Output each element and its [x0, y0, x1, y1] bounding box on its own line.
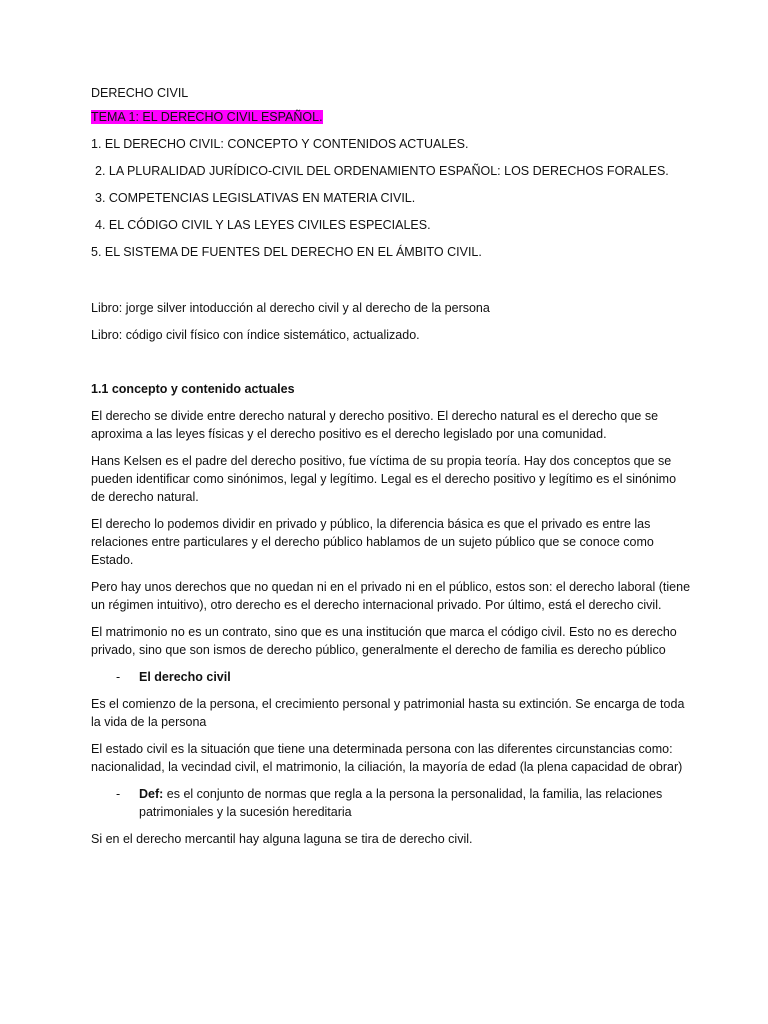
topic-item: 3. COMPETENCIAS LEGISLATIVAS EN MATERIA CIVIL. — [95, 191, 416, 205]
paragraph: El matrimonio no es un contrato, sino que es una institución que marca el código civil. Esto no es derecho privado, sino que son ismos de derecho público, generalmente el derecho de familia es derecho público — [91, 625, 677, 657]
document-page — [91, 84, 691, 857]
reference-item: Libro: jorge silver intoducción al derecho civil y al derecho de la persona — [91, 301, 490, 315]
topic-item: 2. LA PLURALIDAD JURÍDICO-CIVIL DEL ORDENAMIENTO ESPAÑOL: LOS DERECHOS FORALES. — [95, 164, 669, 178]
closing-paragraph: Si en el derecho mercantil hay alguna laguna se tira de derecho civil. — [91, 832, 473, 846]
bullet-item — [91, 785, 691, 821]
topic-item: 1. EL DERECHO CIVIL: CONCEPTO Y CONTENIDOS ACTUALES. — [91, 137, 469, 151]
section-heading: 1.1 concepto y contenido actuales — [91, 382, 295, 396]
bullet-text: El derecho civil — [139, 670, 231, 684]
topic-title — [91, 108, 691, 126]
paragraph: El derecho lo podemos dividir en privado y público, la diferencia básica es que el privado es entre las relaciones entre particulares y el derecho público hablamos de un sujeto público que se conoce como Estado. — [91, 517, 654, 567]
topic-item: 4. EL CÓDIGO CIVIL Y LAS LEYES CIVILES ESPECIALES. — [95, 218, 431, 232]
paragraph: Hans Kelsen es el padre del derecho positivo, fue víctima de su propia teoría. Hay dos conceptos que se pueden identificar como sinónimos, legal y legítimo. Legal es el derecho positivo y legítimo es el sinónimo de derecho natural. — [91, 454, 677, 504]
bullet-dash: - — [116, 787, 121, 801]
paragraph: El estado civil es la situación que tiene una determinada persona con las diferentes circunstancias como: nacionalidad, la vecindad civil, el matrimonio, la ciliación, la mayoría de edad (la plena capacidad de obrar) — [91, 742, 683, 774]
bullet-body — [139, 785, 691, 821]
book-references — [91, 299, 691, 344]
bullet-item — [91, 668, 691, 686]
bullet-dash: - — [116, 670, 121, 684]
topic-list — [91, 135, 691, 261]
paragraph: Pero hay unos derechos que no quedan ni en el privado ni en el público, estos son: el derecho laboral (tiene un régimen intuitivo), otro derecho es el derecho internacional privado. Por último, está el derecho civil. — [91, 580, 691, 612]
paragraph: El derecho se divide entre derecho natural y derecho positivo. El derecho natural es el derecho que se aproxima a las leyes físicas y el derecho positivo es el derecho legislado por una comunidad. — [91, 409, 659, 441]
definition-text: es el conjunto de normas que regla a la persona la personalidad, la familia, las relaciones patrimoniales y la sucesión hereditaria — [139, 787, 663, 819]
document-title: DERECHO CIVIL — [91, 86, 189, 100]
definition-label: Def: — [139, 787, 164, 801]
topic-item: 5. EL SISTEMA DE FUENTES DEL DERECHO EN EL ÁMBITO CIVIL. — [91, 245, 482, 259]
reference-item: Libro: código civil físico con índice sistemático, actualizado. — [91, 328, 420, 342]
highlighted-topic-title: TEMA 1: EL DERECHO CIVIL ESPAÑOL. — [91, 110, 323, 124]
paragraph: Es el comienzo de la persona, el crecimiento personal y patrimonial hasta su extinción. Se encarga de toda la vida de la persona — [91, 697, 685, 729]
